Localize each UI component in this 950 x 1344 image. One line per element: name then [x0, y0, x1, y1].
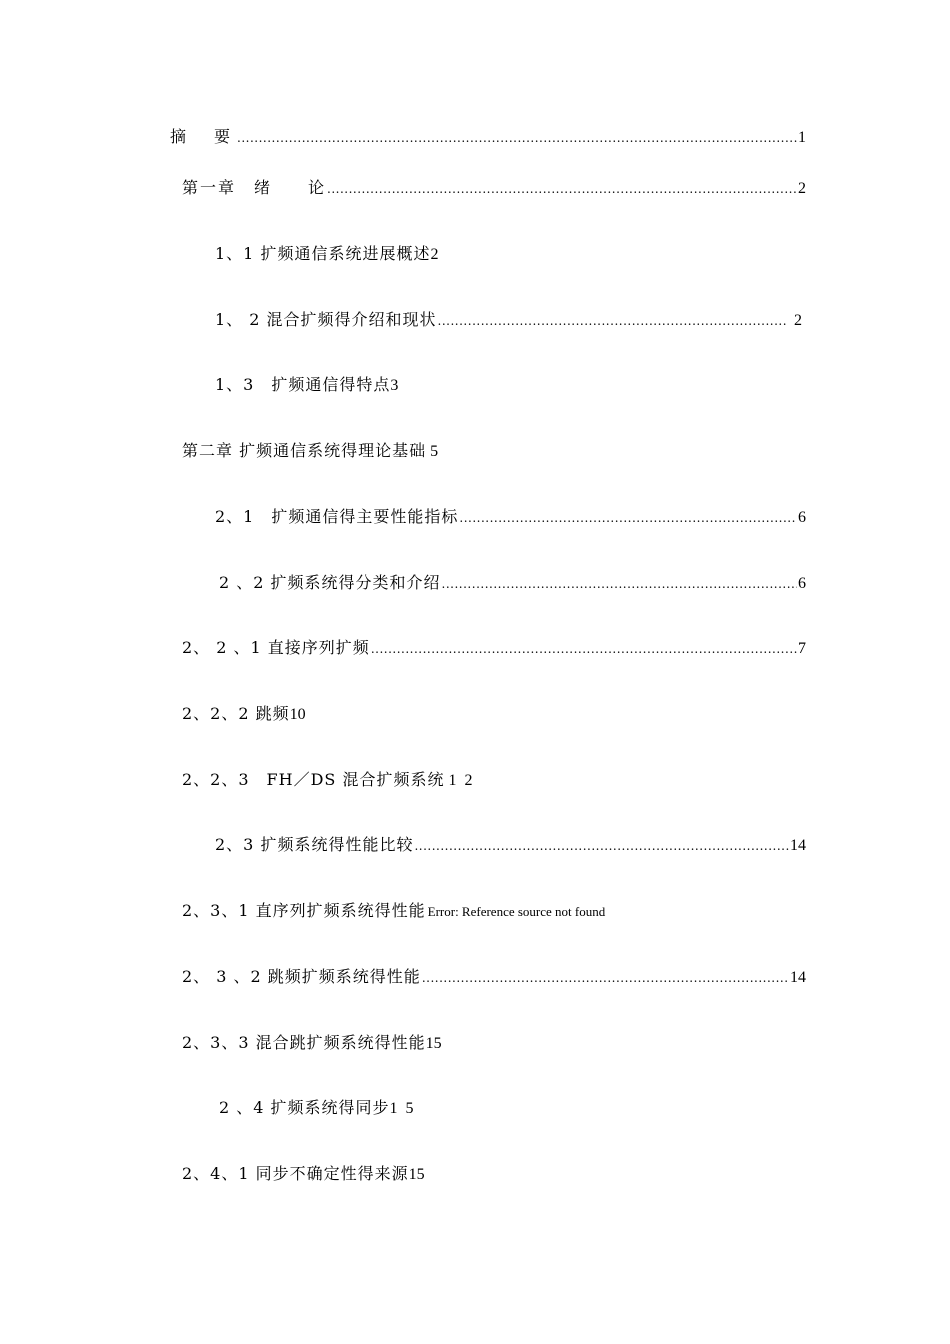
toc-entry-2-3-3[interactable] — [182, 1032, 442, 1055]
toc-entry-page: 6 — [798, 575, 806, 592]
toc-entry-abstract[interactable] — [170, 126, 806, 149]
toc-entry-page: 14 — [790, 969, 806, 986]
toc-entry-page: 1 — [798, 129, 806, 146]
toc-entry-page: 5 — [430, 443, 439, 460]
toc-entry-text: 2、4、1 同步不确定性得来源 — [182, 1164, 409, 1183]
toc-dot-leader — [442, 573, 797, 595]
toc-entry-text: 2、3、3 混合跳扩频系统得性能 — [182, 1033, 426, 1052]
toc-reference-error: Error: Reference source not found — [427, 904, 606, 919]
toc-entry-2-4[interactable] — [219, 1097, 416, 1120]
toc-entry-page: 6 — [798, 509, 806, 526]
toc-entry-page: 3 — [390, 377, 399, 394]
toc-entry-text: 2 、4 扩频系统得同步 — [219, 1098, 390, 1117]
toc-entry-text: 1、3 扩频通信得特点 — [215, 375, 391, 394]
toc-entry-2-3-2[interactable] — [182, 966, 806, 989]
toc-entry-chapter-2[interactable] — [182, 440, 438, 463]
toc-dot-leader — [414, 835, 789, 857]
toc-entry-text: 1、1 扩频通信系统进展概述 — [215, 244, 431, 263]
toc-dot-leader — [371, 638, 797, 660]
toc-entry-page: 7 — [798, 640, 806, 657]
toc-entry-page: 2 — [798, 180, 806, 197]
toc-dot-leader — [438, 310, 787, 332]
toc-dot-leader — [327, 178, 797, 200]
toc-entry-2-2-2[interactable] — [182, 703, 306, 726]
toc-entry-2-3-1[interactable] — [182, 900, 605, 923]
toc-entry-text: 摘 要 — [170, 127, 237, 146]
toc-entry-page: 1 2 — [448, 772, 475, 789]
toc-entry-2-3[interactable] — [215, 834, 806, 857]
toc-entry-1-3[interactable] — [215, 374, 398, 397]
toc-entry-page: 10 — [289, 706, 306, 723]
toc-dot-leader — [459, 507, 797, 529]
toc-entry-text: 1、 2 混合扩频得介绍和现状 — [215, 310, 437, 329]
toc-entry-text: 2、1 扩频通信得主要性能指标 — [215, 507, 459, 526]
toc-entry-page: 1 5 — [389, 1100, 416, 1117]
toc-entry-2-2-1[interactable] — [182, 637, 806, 660]
toc-entry-2-2-3[interactable] — [182, 769, 474, 792]
toc-entry-text: 第一章 绪 论 — [182, 178, 327, 197]
toc-entry-page: 2 — [430, 246, 439, 263]
toc-entry-page: 15 — [425, 1035, 442, 1052]
toc-entry-text: 第二章 扩频通信系统得理论基础 — [182, 441, 427, 460]
toc-entry-text: 2、 2 、1 直接序列扩频 — [182, 638, 370, 657]
toc-entry-text: 2、3 扩频系统得性能比较 — [215, 835, 414, 854]
toc-dot-leader — [422, 967, 789, 989]
toc-entry-text: 2、2、3 FH／DS 混合扩频系统 — [182, 770, 445, 789]
toc-entry-page: 2 — [794, 312, 802, 329]
toc-entry-1-1[interactable] — [215, 243, 438, 266]
toc-entry-2-2[interactable] — [219, 572, 806, 595]
toc-entry-text: 2、2、2 跳频 — [182, 704, 290, 723]
toc-entry-text: 2 、2 扩频系统得分类和介绍 — [219, 573, 441, 592]
toc-entry-page: 15 — [408, 1166, 425, 1183]
toc-entry-1-2[interactable] — [215, 309, 802, 332]
toc-entry-page: 14 — [790, 837, 806, 854]
toc-entry-2-1[interactable] — [215, 506, 806, 529]
toc-entry-chapter-1[interactable] — [182, 177, 806, 200]
toc-entry-2-4-1[interactable] — [182, 1163, 425, 1186]
toc-entry-text: 2、3、1 直序列扩频系统得性能 — [182, 901, 426, 920]
toc-dot-leader — [237, 127, 797, 149]
toc-entry-text: 2、 3 、2 跳频扩频系统得性能 — [182, 967, 421, 986]
